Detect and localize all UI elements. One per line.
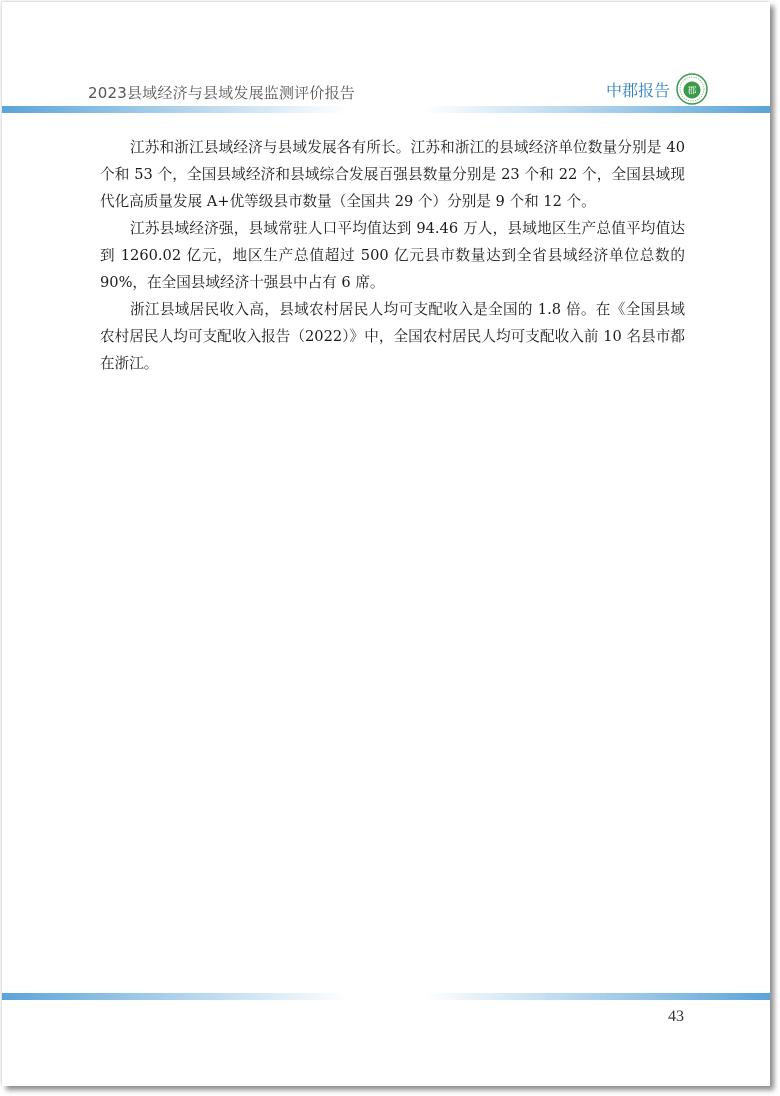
paragraph: 江苏县域经济强，县域常驻人口平均值达到 94.46 万人，县域地区生产总值平均值达到 1260.02 亿元，地区生产总值超过 500 亿元县市数量达到全省县域经济单位总数的 90%，在全国县域经济十强县中占有 6 席。	[100, 220, 685, 291]
brand	[606, 73, 708, 105]
footer-divider	[2, 993, 770, 1000]
header-divider	[2, 106, 770, 113]
paragraph: 江苏和浙江县域经济与县域发展各有所长。江苏和浙江的县域经济单位数量分别是 40 个和 53 个，全国县域经济和县域综合发展百强县数量分别是 23 个和 22 个，全国县域现代化高质量发展 A+优等级县市数量（全国共 29 个）分别是 9 个和 12 个。	[100, 139, 685, 210]
body-text	[100, 134, 685, 377]
report-title: 2023县域经济与县域发展监测评价报告	[88, 84, 355, 102]
brand-name: 中郡报告	[605, 80, 670, 100]
seal-logo-icon	[676, 73, 708, 105]
paragraph: 浙江县域居民收入高，县域农村居民人均可支配收入是全国的 1.8 倍。在《全国县域农村居民人均可支配收入报告（2022）》中，全国农村居民人均可支配收入前 10 名县市都在浙江。	[100, 301, 685, 372]
logo-char: 郡	[687, 86, 697, 97]
page-number: 43	[668, 1008, 684, 1025]
